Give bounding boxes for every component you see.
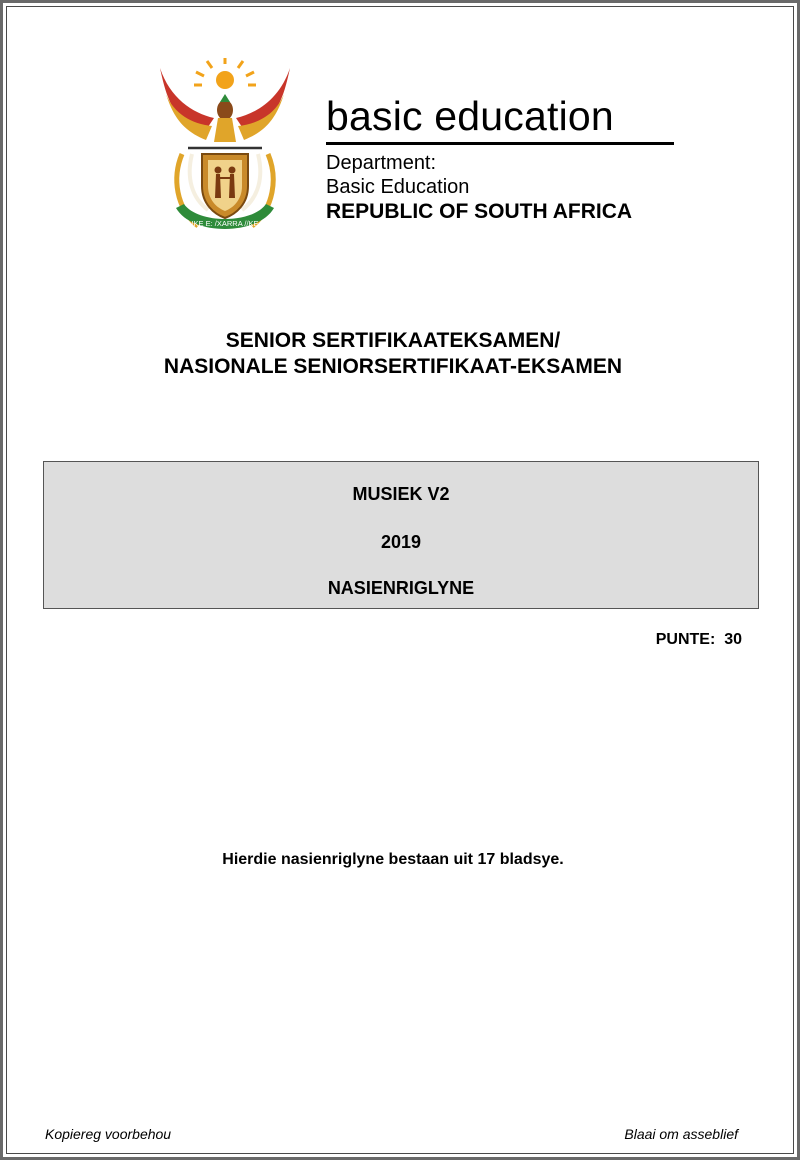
exam-year: 2019: [380, 532, 422, 552]
footer-copyright: Kopiereg voorbehou: [45, 1126, 172, 1142]
crest-motto: !KE E: /XARRA //KE: [191, 219, 259, 228]
department-line-3: REPUBLIC OF SOUTH AFRICA: [326, 200, 633, 223]
exam-title-line-1: SENIOR SERTIFIKAATEKSAMEN/: [225, 329, 561, 352]
coat-of-arms-logo: [152, 58, 298, 238]
brand-divider: [326, 142, 674, 145]
department-line-1: Department:: [326, 152, 437, 174]
brand-title: basic education: [326, 93, 614, 139]
document-type: NASIENRIGLYNE: [327, 578, 475, 598]
footer-turn-over: Blaai om asseblief: [624, 1126, 738, 1142]
exam-title-line-2: NASIONALE SENIORSERTIFIKAAT-EKSAMEN: [163, 355, 623, 378]
sun-icon: [194, 58, 256, 89]
department-line-2: Basic Education: [326, 176, 470, 198]
subject-info-box: [43, 461, 759, 609]
page-count-note: Hierdie nasienriglyne bestaan uit 17 bladsye.: [222, 851, 564, 868]
department-branding: [326, 92, 676, 225]
subject-name: MUSIEK V2: [352, 484, 450, 504]
total-marks: PUNTE: 30: [655, 631, 742, 648]
